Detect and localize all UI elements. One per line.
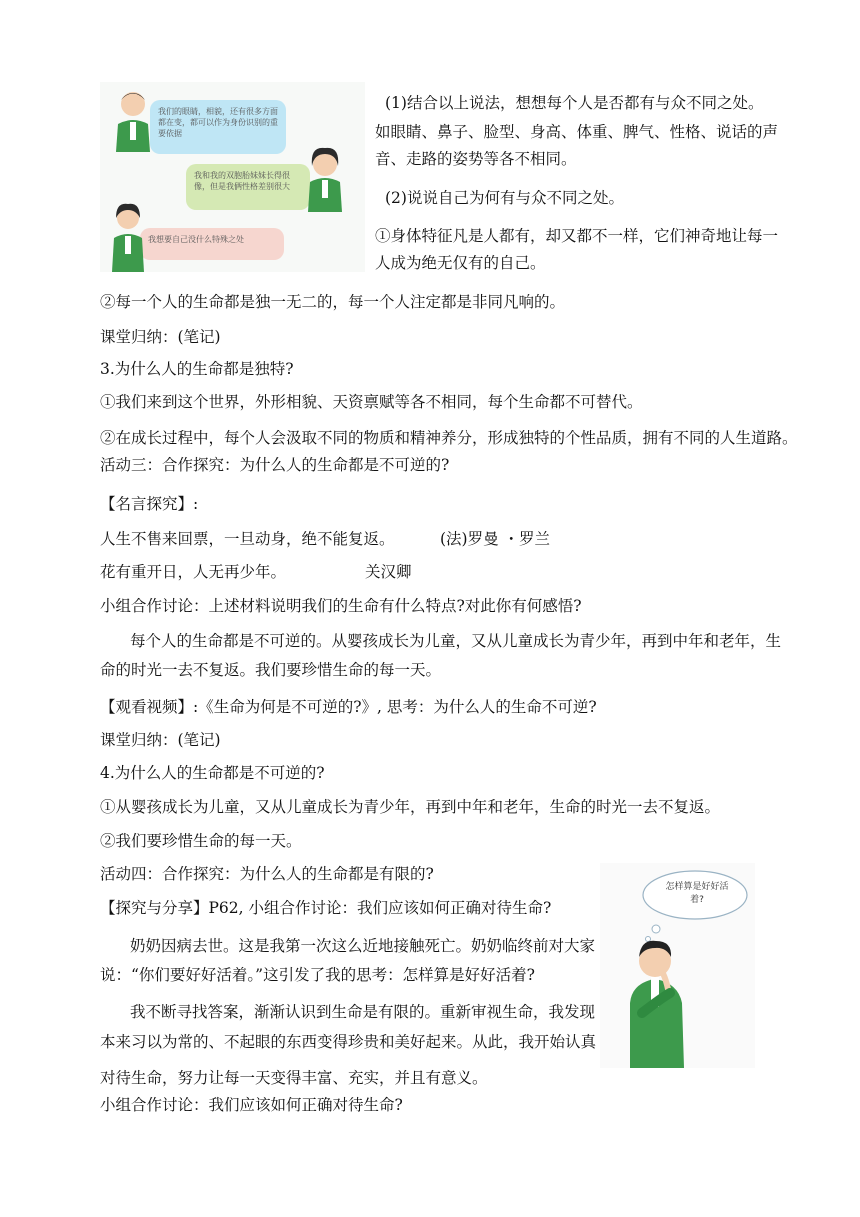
thought-text: 怎样算是好好活着?	[665, 882, 729, 905]
speech-bubble-2: 我和我的双胞胎妹妹长得很像，但是我俩性格差别很大	[186, 164, 310, 210]
watch-video: 【观看视频】:《生命为何是不可逆的?》, 思考：为什么人的生命不可逆?	[100, 698, 597, 716]
point-4-2: ②我们要珍惜生命的每一天。	[100, 832, 302, 850]
quote-1: 人生不售来回票，一旦动身，绝不能复返。	[100, 530, 395, 548]
answer-1-line-1: ①身体特征凡是人都有，却又都不一样，它们神奇地让每一	[375, 227, 779, 245]
speech-bubble-1: 我们的眼睛，相貌，还有很多方面都在变，都可以作为身份识别的重要依据	[150, 100, 286, 154]
answer-1-line-2: 人成为绝无仅有的自己。	[375, 254, 546, 272]
point-3-2: ②在成长过程中，每个人会汲取不同的物质和精神养分，形成独特的个性品质，拥有不同的人生道路。	[100, 429, 798, 447]
answer-irreversible-line-1: 每个人的生命都是不可逆的。从婴孩成长为儿童，又从儿童成长为青少年，再到中年和老年，生	[130, 632, 782, 650]
question-1-cont-1: 如眼睛、鼻子、脸型、身高、体重、脾气、性格、说话的声	[375, 123, 779, 141]
point-4-1: ①从婴孩成长为儿童，又从儿童成长为青少年，再到中年和老年，生命的时光一去不复返。	[100, 798, 721, 816]
quote-2-author: 关汉卿	[365, 563, 412, 581]
question-2: (2)说说自己为何有与众不同之处。	[385, 189, 624, 207]
student-figures-icon	[100, 82, 365, 272]
illustration-students-talking	[100, 82, 365, 272]
question-3: 3.为什么人的生命都是独特?	[100, 360, 294, 378]
quote-1-author: (法)罗曼 ・罗兰	[440, 530, 551, 548]
point-3-1: ①我们来到这个世界，外形相貌、天资禀赋等各不相同，每个生命都不可替代。	[100, 393, 643, 411]
question-4: 4.为什么人的生命都是不可逆的?	[100, 764, 325, 782]
answer-irreversible-line-2: 命的时光一去不复返。我们要珍惜生命的每一天。	[100, 661, 442, 679]
class-summary-1: 课堂归纳：(笔记)	[100, 328, 221, 346]
story-para-1-line-1: 奶奶因病去世。这是我第一次这么近地接触死亡。奶奶临终前对大家	[130, 937, 596, 955]
question-1: (1)结合以上说法，想想每个人是否都有与众不同之处。	[385, 94, 764, 112]
speech-bubble-3: 我想要自己没什么特殊之处	[140, 228, 284, 260]
story-para-2-line-3: 对待生命，努力让每一天变得丰富、充实，并且有意义。	[100, 1069, 488, 1087]
quotes-heading: 【名言探究】:	[100, 495, 199, 513]
explore-share-heading: 【探究与分享】P62, 小组合作讨论：我们应该如何正确对待生命?	[100, 899, 552, 917]
class-summary-2: 课堂归纳：(笔记)	[100, 731, 221, 749]
question-1-cont-2: 音、走路的姿势等各不相同。	[375, 150, 577, 168]
answer-2: ②每一个人的生命都是独一无二的，每一个人注定都是非同凡响的。	[100, 293, 566, 311]
activity-4-heading: 活动四：合作探究：为什么人的生命都是有限的?	[100, 865, 434, 883]
story-para-1-line-2: 说：“你们要好好活着。”这引发了我的思考：怎样算是好好活着?	[100, 966, 535, 984]
group-discussion-1: 小组合作讨论：上述材料说明我们的生命有什么特点?对此你有何感悟?	[100, 597, 582, 615]
activity-3-heading: 活动三：合作探究：为什么人的生命都是不可逆的?	[100, 456, 450, 474]
story-para-2-line-2: 本来习以为常的、不起眼的东西变得珍贵和美好起来。从此，我开始认真	[100, 1033, 597, 1051]
group-discussion-2: 小组合作讨论：我们应该如何正确对待生命?	[100, 1096, 403, 1114]
story-para-2-line-1: 我不断寻找答案，渐渐认识到生命是有限的。重新审视生命，我发现	[130, 1003, 596, 1021]
quote-2: 花有重开日，人无再少年。	[100, 563, 287, 581]
illustration-thinking-boy	[600, 863, 755, 1068]
